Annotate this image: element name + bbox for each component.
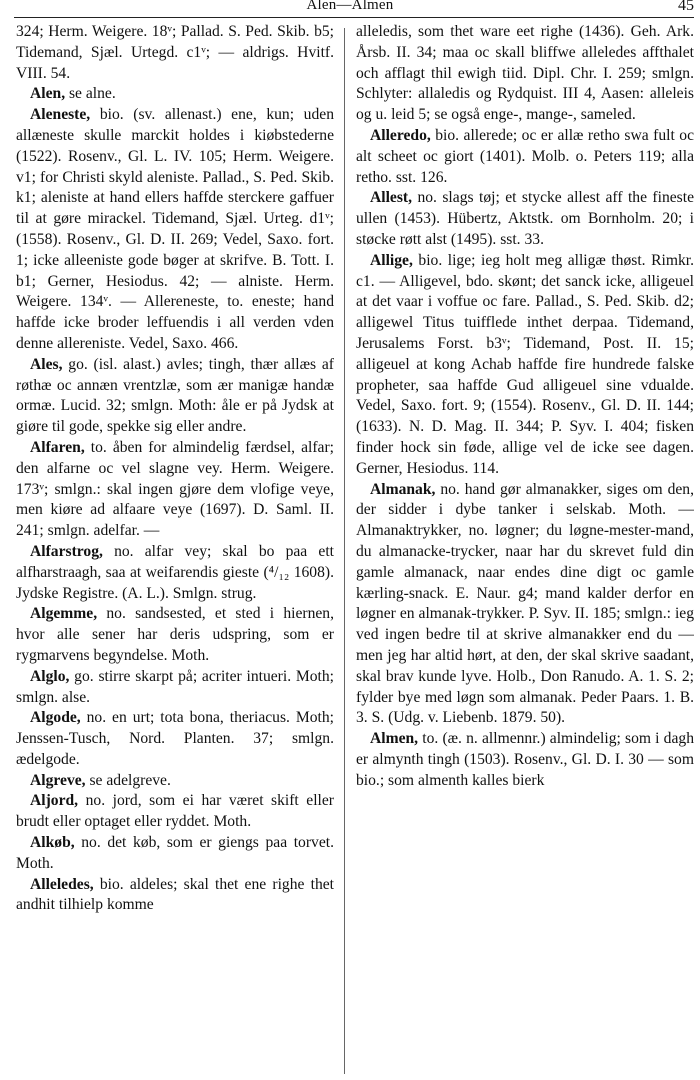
dictionary-entry	[356, 480, 694, 730]
entry-text: alleledis, som thet ware eet righe (1436). Geh. Ark. Årsb. II. 34; maa oc skall bliffwe alleledes affthalet och afflagt thil ewigh tiid. Dipl. Chr. I. 259; smlgn. Schlyter: allaledis og Rydquist. III 4, Aasen: alleleis og u. leid 5; se også enge-, mange-, sameled.	[356, 23, 694, 124]
entry-text: se alne.	[65, 85, 116, 103]
dictionary-entry	[356, 126, 694, 188]
entry-text: no. alfar vey; skal bo paa ett alfharstraagh, saa at weifarendis gieste (⁴/₁₂ 1608). Jydske Registre. (A. L.). Smlgn. strug.	[16, 542, 334, 602]
dictionary-entry	[16, 791, 334, 833]
entry-headword: Alen,	[30, 85, 66, 103]
dictionary-entry	[356, 22, 694, 126]
entry-text: se adelgreve.	[85, 771, 171, 789]
dictionary-entry	[16, 771, 334, 792]
dictionary-entry	[16, 84, 334, 105]
dictionary-entry	[356, 188, 694, 250]
entry-headword: Alglo,	[30, 667, 70, 685]
entry-text: bio. lige; ieg holt meg alligæ thøst. Rimkr. c1. — Alligevel, bdo. skønt; det sanck icke, alligeuel at det vaar i voffue oc fare. Pallad., S. Ped. Skib. d2; alligewel Titus tuifflede inthet derpaa. Tidemand, Jerusalems Forst. b3ᵛ; Tidemand, Post. II. 15; alligeuel at kong Achab haffde fire hundrede falske propheter, saa haffde Gud alligeuel sine vdualde. Vedel, Saxo. fort. 9; (1554). Rosenv., Gl. D. II. 144; (1633). N. D. Mag. II. 344; P. Syv. I. 404; fisken finder hock sin føde, allige vel de icke see dagen. Gerner, Hesiodus. 114.	[356, 251, 694, 477]
entry-headword: Algode,	[30, 709, 81, 727]
entry-headword: Algreve,	[30, 771, 86, 789]
entry-text: no. en urt; tota bona, theriacus. Moth; Jenssen-Tusch, Nord. Planten. 37; smlgn. ædelgode.	[16, 709, 334, 768]
dictionary-entry	[16, 667, 334, 709]
entry-headword: Aleneste,	[30, 106, 91, 124]
entry-headword: Algemme,	[30, 605, 98, 623]
dictionary-entry	[16, 708, 334, 770]
dictionary-entry	[16, 875, 334, 917]
page-number: 45	[678, 0, 694, 14]
entry-headword: Almanak,	[370, 480, 436, 498]
entry-headword: Alleredo,	[370, 126, 431, 144]
entry-text: bio. allerede; oc er allæ retho swa fult oc alt scheet oc giort (1401). Molb. o. Peters 119; alla retho. sst. 126.	[356, 126, 694, 186]
header-rule	[14, 17, 694, 18]
entry-text: bio. aldeles; skal thet ene righe thet andhit tilhielp komme	[16, 875, 334, 914]
entry-headword: Almen,	[370, 730, 419, 748]
entry-headword: Alfarstrog,	[30, 542, 103, 560]
dictionary-entry	[16, 22, 334, 84]
entry-headword: Allest,	[370, 189, 413, 207]
entry-headword: Alleledes,	[30, 875, 94, 893]
dictionary-entry	[16, 833, 334, 875]
left-column	[16, 22, 334, 1078]
dictionary-entry	[356, 251, 694, 480]
dictionary-entry	[356, 729, 694, 791]
entry-headword: Allige,	[370, 251, 413, 269]
entry-text: no. jord, som ei har været skift eller brudt eller optaget eller ryddet. Moth.	[16, 792, 334, 831]
entry-text: go. (isl. alast.) avles; tingh, thær allæs af røthæ oc annæn vrentzlæ, som ær manigæ handæ ormæ. Lucid. 32; smlgn. Moth: åle er på Jydsk at giøre til gode, spekke sig eller andre.	[16, 355, 334, 436]
entry-text: 324; Herm. Weigere. 18ᵛ; Pallad. S. Ped. Skib. b5; Tidemand, Sjæl. Urtegd. c1ᵛ; — aldrigs. Hvitf. VIII. 54.	[16, 23, 334, 82]
dictionary-entry	[16, 105, 334, 355]
entry-text: no. det køb, som er giengs paa torvet. Moth.	[16, 834, 334, 872]
running-head: Alen—Almen	[306, 0, 394, 13]
entry-text: bio. (sv. allenast.) ene, kun; uden allæneste skulle marckit holdes i kiøbstederne (1522). Rosenv., Gl. L. IV. 105; Herm. Weigere. v1; for Christi skyld aleniste. Pallad., S. Ped. Skib. k1; aleniste at hand ellers haffde sterckere gaffuer til at gøre mirackel. Tidemand, Sjæl. Urteg. d1ᵛ; (1558). Rosenv., Gl. D. II. 269; Vedel, Saxo. fort. 1; icke alleeniste gode bøger at skrifve. B. Tott. I. b1; Gerner, Hesiodus. 42; — alniste. Herm. Weigere. 134ᵛ. — Allereneste, to. eneste; hand haffde icke broder leffuendis i all verden vden denne allereniste. Vedel, Saxo. 466.	[16, 106, 334, 352]
entry-headword: Alfaren,	[30, 438, 85, 456]
page-header	[0, 0, 700, 16]
entry-text: no. hand gør almanakker, siges om den, der sidder i dybe tanker i selskab. Moth. — Almanaktrykker, no. løgner; du løgne-mester-mand, du almanacke-trycker, naar har du skrevet fuld din gamle almanack, naar endes dine digt oc gamle kærling-snack. E. Naur. g4; mand kalder derfor en løgner en almanak-trykker. P. Syv. II. 185; smlgn.: ieg ved ingen bedre til at skrive almanakker end du — men jeg har altid hørt, at den, der skal skrive saadant, skal brav kunde lyve. Holb., Don Ranudo. A. 1. S. 2; fylder bye med løgn som almanak. Peder Paars. 1. B. 3. S. (Udg. v. Liebenb. 1879. 50).	[356, 480, 694, 727]
dictionary-entry	[16, 438, 334, 542]
dictionary-entry	[16, 542, 334, 604]
dictionary-entry	[16, 355, 334, 438]
dictionary-entry	[16, 604, 334, 666]
entry-text: go. stirre skarpt på; acriter intueri. Moth; smlgn. alse.	[16, 667, 334, 706]
entry-text: no. sandsested, et sted i hiernen, hvor alle sener har deris udspring, som er rygmarvens begyndelse. Moth.	[16, 605, 334, 664]
entry-headword: Ales,	[30, 355, 63, 373]
column-divider	[344, 28, 345, 1074]
entry-text: to. åben for almindelig færdsel, alfar; den alfarne oc vel slagne vey. Herm. Weigere. 173ᵛ; smlgn.: skal ingen gjøre dem vlofige veye, men kiøre ad alfaare veye (1697). D. Saml. II. 241; smlgn. adelfar. —	[16, 438, 334, 540]
entry-text: no. slags tøj; et stycke allest aff the fineste ullen (1453). Hübertz, Aktstk. om Bornholm. 20; i støcke røtt alst (1495). sst. 33.	[356, 189, 694, 248]
right-column	[356, 22, 694, 1078]
entry-headword: Alkøb,	[30, 834, 75, 852]
entry-headword: Aljord,	[30, 792, 79, 810]
entry-text: to. (æ. n. allmennr.) almindelig; som i dagh er almynth tingh (1503). Rosenv., Gl. D. I. 30 — som bio.; som almenth kalles bierk	[356, 730, 694, 789]
